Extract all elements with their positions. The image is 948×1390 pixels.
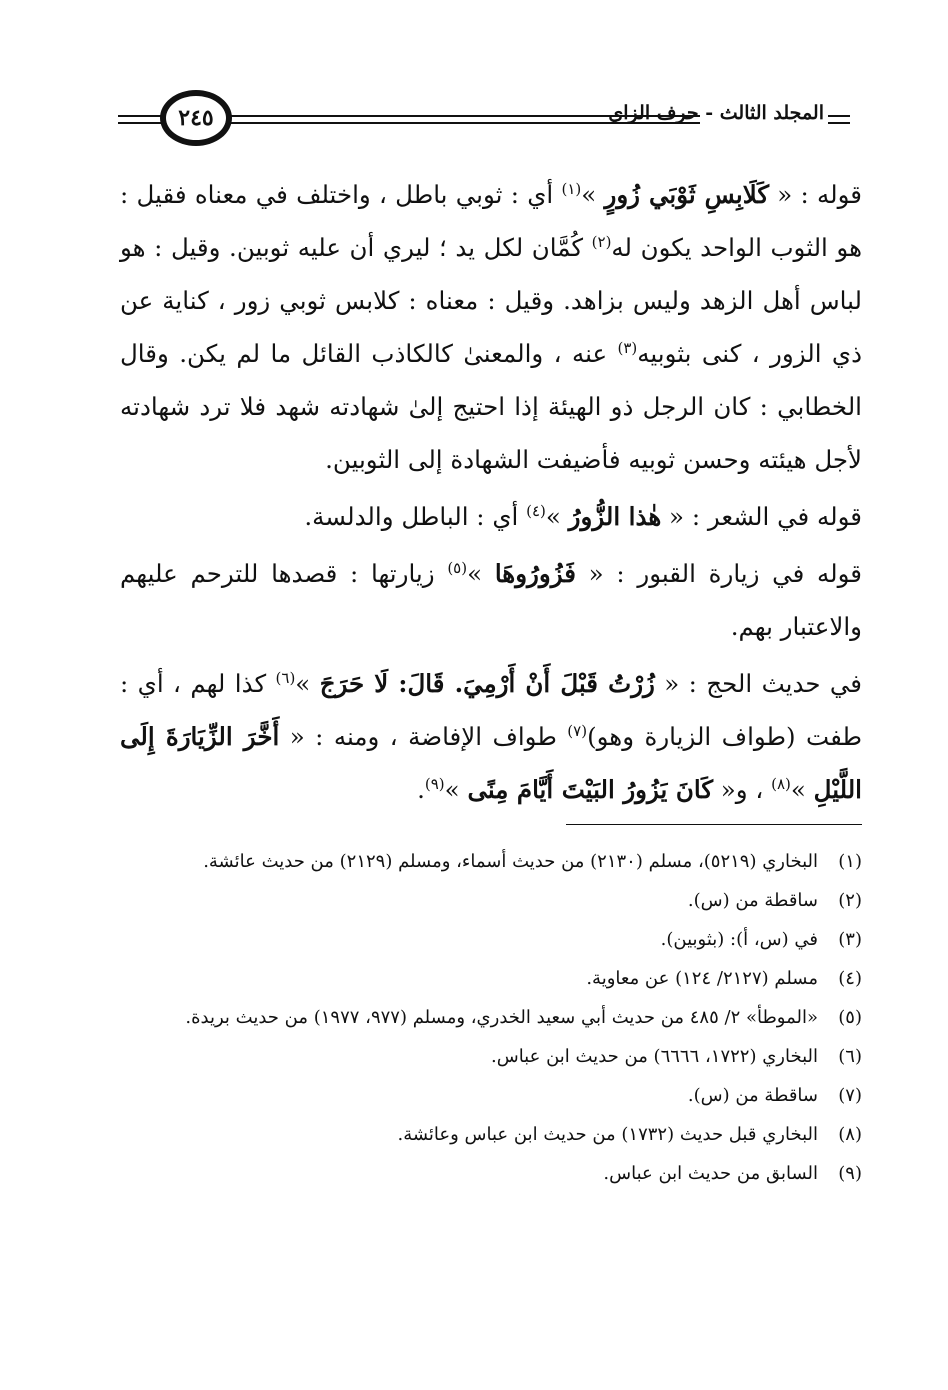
footnote-number: (٥): [838, 1007, 862, 1028]
header-rule: [118, 122, 166, 124]
text-run: كُمَّان لكل يد ؛ ليري أن عليه ثوبين. وقيل : هو لباس أهل الزهد وليس بزاهد. وقيل : معناه : كلابس ثوبي زور ، كناية عن ذي الزور ، كنى بثوبيه: [120, 233, 862, 368]
hadith-quote: كَلَابِسِ ثَوْبَي زُورٍ: [604, 180, 770, 209]
footnote-ref: (٦): [275, 668, 296, 687]
footnote: [120, 998, 862, 1037]
footnote: [120, 1037, 862, 1076]
paragraph: [120, 168, 862, 486]
footnote-text: البخاري (٥٢١٩)، مسلم (٢١٣٠) من حديث أسماء، ومسلم (٢١٢٩) من حديث عائشة.: [203, 851, 818, 872]
footnote-ref: (٤): [526, 501, 546, 520]
page-header: [118, 88, 850, 154]
paragraph: [120, 657, 862, 816]
text-run: .: [417, 775, 425, 804]
hadith-quote: أَخَّرَ الزِّيَارَةَ إِلَى اللَّيْلِ: [120, 722, 862, 804]
footnote-number: (٧): [838, 1085, 862, 1106]
footnote-number: (٤): [838, 968, 862, 989]
footnote-text: في (س، أ): (بثوبين).: [660, 929, 818, 950]
page-number: ٢٤٥: [160, 90, 232, 146]
text-run: »: [444, 775, 468, 804]
footnote-number: (٢): [838, 890, 862, 911]
text-run: في حديث الحج : «: [654, 669, 863, 698]
running-head: المجلد الثالث - حرف الزاي: [608, 102, 824, 124]
footnote-text: البخاري (١٧٢٢، ٦٦٦٦) من حديث ابن عباس.: [491, 1046, 818, 1067]
footnote: [120, 1154, 862, 1193]
text-run: قوله في الشعر : «: [661, 502, 862, 531]
footnote-text: مسلم (٢١٢٧/ ١٢٤) عن معاوية.: [586, 968, 818, 989]
hadith-quote: زُرْتُ قَبْلَ أَنْ أَرْمِيَ. قَالَ: لَا حَرَجَ: [319, 669, 655, 698]
footnote-ref: (٧): [567, 721, 588, 740]
footnote-text: «الموطأ» ٢/ ٤٨٥ من حديث أبي سعيد الخدري، ومسلم (٩٧٧، ١٩٧٧) من حديث بريدة.: [185, 1007, 818, 1028]
hadith-quote: كَانَ يَزُورُ البَيْتَ أَيَّامَ مِنًى: [467, 775, 713, 804]
footnote-ref: (١): [561, 179, 582, 198]
footnote-text: ساقطة من (س).: [687, 890, 818, 911]
footnote-number: (٩): [838, 1163, 862, 1184]
text-run: »: [295, 669, 320, 698]
footnote: [120, 1115, 862, 1154]
text-run: »: [581, 180, 605, 209]
text-run: قوله : «: [769, 180, 863, 209]
footnote-ref: (٣): [617, 338, 638, 357]
text-run: قوله في زيارة القبور : «: [575, 559, 863, 588]
header-rule: [828, 122, 850, 124]
footnote-number: (٣): [838, 929, 862, 950]
text-run: زيارتها : قصدها للترحم عليهم والاعتبار بهم.: [120, 559, 862, 641]
footnote-ref: (٨): [771, 774, 791, 793]
footnote-separator: [566, 824, 862, 825]
text-run: »: [790, 775, 814, 804]
footnote-ref: (٢): [591, 232, 612, 251]
text-run: ، و«: [713, 775, 772, 804]
footnote-ref: (٥): [447, 558, 468, 577]
footnote-number: (١): [838, 851, 862, 872]
footnote-number: (٦): [838, 1046, 862, 1067]
text-run: طواف الإفاضة ، ومنه : «: [279, 722, 568, 751]
paragraph: [120, 490, 862, 543]
footnotes: [120, 842, 862, 1193]
text-run: كذا لهم ، أي : طفت (طواف الزيارة وهو): [120, 669, 862, 751]
text-run: »: [545, 502, 569, 531]
footnote-ref: (٩): [424, 774, 445, 793]
footnote: [120, 920, 862, 959]
footnote-text: البخاري قبل حديث (١٧٣٢) من حديث ابن عباس وعائشة.: [397, 1124, 818, 1145]
header-rule: [828, 115, 850, 117]
footnote-text: ساقطة من (س).: [687, 1085, 818, 1106]
header-rule: [118, 115, 166, 117]
main-text: [120, 168, 862, 816]
hadith-quote: فَزُورُوهَا: [494, 559, 576, 588]
hadith-quote: هٰذا الزُّورُ: [568, 502, 662, 531]
text-run: عنه ، والمعنىٰ كالكاذب القائل ما لم يكن. وقال الخطابي : كان الرجل ذو الهيئة إذا احتيج إلىٰ شهادته شهد فلا ترد شهادته لأجل هيئته وحسن ثوبيه فأضيفت الشهادة إلى الثوبين.: [120, 339, 862, 474]
paragraph: [120, 547, 862, 653]
text-run: أي : الباطل والدلسة.: [304, 502, 527, 531]
footnote: [120, 959, 862, 998]
text-run: أي : ثوبي باطل ، واختلف في معناه فقيل : هو الثوب الواحد يكون له: [120, 180, 863, 262]
footnote-number: (٨): [838, 1124, 862, 1145]
footnote: [120, 881, 862, 920]
footnote: [120, 842, 862, 881]
footnote: [120, 1076, 862, 1115]
footnote-text: السابق من حديث ابن عباس.: [603, 1163, 818, 1184]
text-run: »: [467, 559, 495, 588]
